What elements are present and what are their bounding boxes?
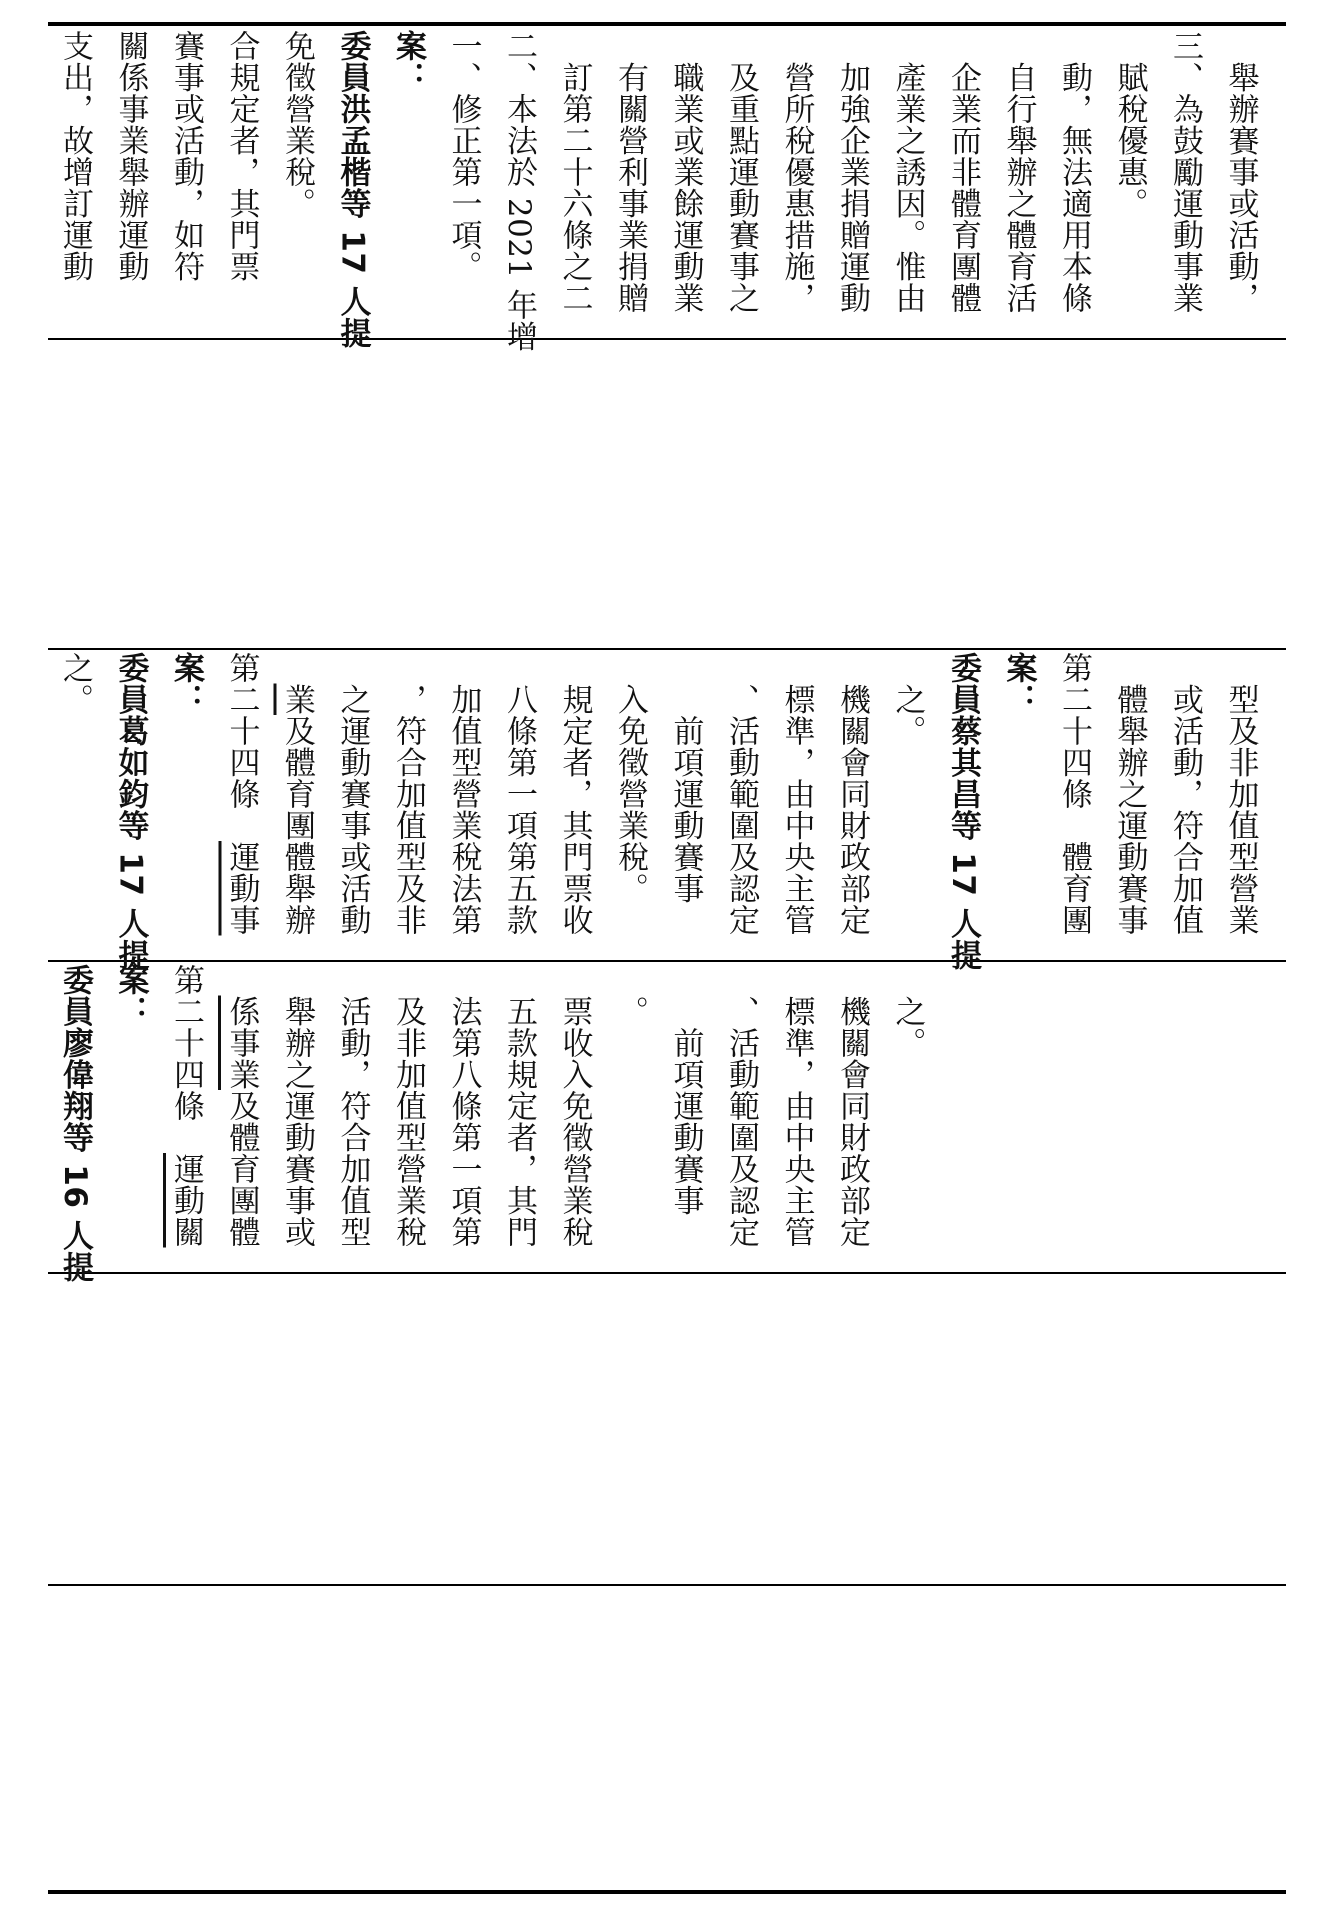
text-segment: 及重點運動賽事之 (723, 30, 759, 314)
text-column (280, 652, 314, 936)
text-segment: 加強企業捐贈運動 (834, 30, 870, 314)
text-segment: 動，無法適用本條 (1056, 30, 1092, 314)
text-segment: 機關會同財政部定 (834, 964, 870, 1248)
text-segment: 五款規定者，其門 (501, 964, 537, 1248)
text-column (780, 964, 814, 1248)
text-segment: 訂第二十六條之二 (556, 30, 593, 314)
text-column (114, 652, 148, 971)
text-column (1168, 652, 1202, 936)
text-column (502, 30, 536, 352)
text-column (613, 30, 647, 314)
text-column (1224, 652, 1258, 936)
text-segment: 體舉辦之運動賽事 (1111, 652, 1148, 936)
text-segment: 案： (390, 30, 426, 93)
text-column (613, 964, 647, 1027)
text-column (1168, 30, 1202, 314)
text-segment: 產業之誘因。惟由 (889, 30, 926, 314)
text-segment: 標準，由中央主管 (778, 652, 815, 936)
text-column (1002, 652, 1036, 715)
text-segment: 標準，由中央主管 (778, 964, 815, 1248)
text-column (225, 652, 259, 936)
text-column (169, 652, 203, 715)
underlined-text: 運動關 (168, 1153, 204, 1248)
text-column (502, 652, 536, 936)
text-column (558, 652, 592, 936)
text-segment: 之。 (57, 652, 93, 715)
text-segment: 加值型營業稅法第 (445, 652, 482, 936)
text-segment: 。 (612, 964, 648, 1027)
text-column (447, 652, 481, 936)
text-column (391, 30, 425, 93)
text-segment: 舉辦之運動賽事或 (279, 964, 315, 1248)
text-column (58, 652, 92, 715)
text-column (1113, 30, 1147, 219)
text-column (891, 652, 925, 747)
text-segment: 免徵營業稅。 (279, 30, 315, 219)
text-segment: 前項運動賽事 (667, 964, 704, 1216)
text-segment: 及非加值型營業稅 (390, 964, 426, 1248)
text-column (1002, 30, 1036, 314)
text-segment: 委員洪孟楷等 17 人提 (334, 30, 371, 349)
text-column (1057, 652, 1091, 936)
text-segment: 活動，符合加值型 (334, 964, 371, 1248)
text-segment: 之。 (889, 964, 926, 1059)
text-column (58, 964, 92, 1283)
underlined-text: 業 (279, 683, 315, 715)
text-column (280, 964, 314, 1248)
text-segment: 有關營利事業捐贈 (612, 30, 648, 314)
text-column (225, 964, 259, 1248)
text-segment: 規定者，其門票收 (556, 652, 593, 936)
text-segment: 及體育團體舉辦 (279, 715, 315, 936)
text-segment: 二、本法於 2021 年增 (501, 30, 537, 353)
text-column (669, 30, 703, 314)
text-column (114, 30, 148, 282)
text-segment: 支出，故增訂運動 (57, 30, 93, 282)
text-segment: 案： (1000, 652, 1037, 715)
text-column (558, 964, 592, 1248)
text-column (835, 964, 869, 1248)
text-segment: 合規定者，其門票 (223, 30, 260, 282)
text-segment: 及體育團體 (223, 1090, 260, 1248)
text-column (447, 30, 481, 282)
text-column (669, 964, 703, 1216)
text-column (835, 652, 869, 936)
text-segment: 委員葛如鈞等 17 人提 (112, 652, 149, 971)
text-column (1113, 652, 1147, 936)
text-segment: 、活動範圍及認定 (723, 652, 759, 936)
bottom-rule (48, 1890, 1286, 1894)
text-segment: 第二十四條 (168, 964, 204, 1153)
text-segment (279, 652, 315, 684)
section-rule (48, 648, 1286, 650)
text-column (780, 30, 814, 314)
section-rule (48, 338, 1286, 340)
text-column (946, 652, 980, 971)
text-column (336, 964, 370, 1248)
text-segment: 入免徵營業稅。 (612, 652, 648, 904)
text-column (336, 30, 370, 349)
underlined-text: 係事業 (223, 995, 260, 1090)
text-segment: 機關會同財政部定 (834, 652, 870, 936)
text-column (169, 30, 203, 282)
text-segment: 賽事或活動，如符 (168, 30, 204, 282)
text-segment: 案： (168, 652, 204, 715)
text-column (58, 30, 92, 282)
text-segment: 票收入免徵營業稅 (556, 964, 593, 1248)
section-rule (48, 960, 1286, 962)
text-segment: 或活動，符合加值 (1167, 652, 1203, 936)
text-column (891, 964, 925, 1059)
text-column (946, 30, 980, 314)
text-column (669, 652, 703, 904)
text-segment: 營所稅優惠措施， (778, 30, 815, 314)
text-segment (224, 964, 260, 996)
text-segment: 委員廖偉翔等 16 人提 (57, 964, 93, 1283)
section-rule (48, 1272, 1286, 1274)
text-segment: 三、為鼓勵運動事業 (1167, 30, 1203, 314)
underlined-text: 運動事 (223, 841, 260, 936)
text-column (1057, 30, 1091, 314)
text-segment: 之。 (889, 652, 926, 747)
text-column (114, 964, 148, 1027)
text-column (891, 30, 925, 314)
text-column (447, 964, 481, 1248)
text-segment: 職業或業餘運動業 (667, 30, 704, 314)
text-column (280, 30, 314, 219)
text-segment: ，符合加值型及非 (390, 652, 426, 936)
text-column (169, 964, 203, 1248)
text-segment: 型及非加值型營業 (1222, 652, 1259, 936)
text-column (336, 652, 370, 936)
top-rule (48, 22, 1286, 26)
text-segment: 關係事業舉辦運動 (112, 30, 149, 282)
text-column (724, 964, 758, 1248)
text-column (780, 652, 814, 936)
text-segment: 前項運動賽事 (667, 652, 704, 904)
text-segment: 自行舉辦之體育活 (1000, 30, 1037, 314)
text-column (391, 652, 425, 936)
text-segment: 委員蔡其昌等 17 人提 (945, 652, 981, 971)
text-segment: 法第八條第一項第 (445, 964, 482, 1248)
text-segment: 企業而非體育團體 (945, 30, 981, 314)
text-segment: 之運動賽事或活動 (334, 652, 371, 936)
text-segment: 第二十四條 體育團 (1056, 652, 1092, 936)
text-segment: 賦稅優惠。 (1111, 30, 1148, 219)
text-column (502, 964, 536, 1248)
text-column (225, 30, 259, 282)
text-segment: 、活動範圍及認定 (723, 964, 759, 1248)
text-column (724, 652, 758, 936)
text-segment: 八條第一項第五款 (501, 652, 537, 936)
text-column (835, 30, 869, 314)
text-column (391, 964, 425, 1248)
text-column (724, 30, 758, 314)
text-segment: 案： (112, 964, 149, 1027)
text-segment: 第二十四條 (223, 652, 260, 841)
text-column (558, 30, 592, 314)
text-column (1224, 30, 1258, 314)
section-rule (48, 1584, 1286, 1586)
text-column (613, 652, 647, 904)
text-segment: 一、修正第一項。 (445, 30, 482, 282)
text-segment: 舉辦賽事或活動， (1222, 30, 1259, 314)
